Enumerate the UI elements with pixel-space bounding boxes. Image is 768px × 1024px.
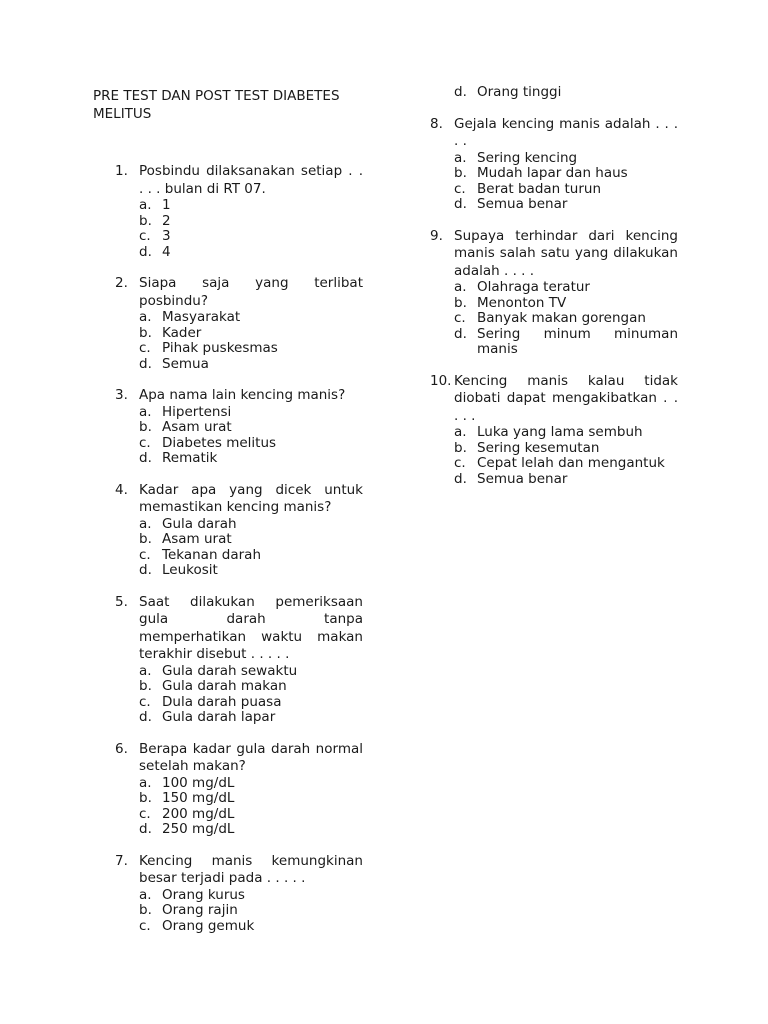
left-column [115, 163, 363, 949]
option-letter: a. [139, 309, 152, 325]
option-item [454, 151, 678, 167]
option-letter: d. [139, 562, 152, 578]
document-title: PRE TEST DAN POST TEST DIABETES MELITUS [93, 88, 340, 122]
option-item [139, 229, 363, 245]
option-item [139, 451, 363, 467]
option-letter: a. [454, 279, 467, 295]
option-text: Semua benar [477, 196, 568, 212]
question-block [430, 228, 678, 358]
option-text: Mudah lapar dan haus [477, 165, 628, 181]
option-letter: b. [139, 212, 152, 229]
option-letter: a. [454, 424, 467, 440]
option-text: Hipertensi [162, 403, 232, 420]
question-number: 7. [115, 852, 128, 869]
option-item [139, 695, 363, 711]
question-block [430, 373, 678, 488]
option-letter: c. [139, 434, 151, 451]
option-list [454, 151, 678, 213]
question-number: 3. [115, 387, 128, 403]
option-letter: b. [454, 294, 467, 311]
option-letter: a. [139, 515, 152, 532]
option-item [454, 425, 678, 441]
option-text: Semua [162, 355, 209, 372]
option-text: 4 [162, 243, 171, 260]
right-question-list [430, 116, 678, 488]
option-list [139, 888, 363, 935]
option-text: Asam urat [162, 419, 232, 435]
option-text: Banyak makan gorengan [477, 310, 646, 326]
option-letter: b. [139, 531, 152, 547]
option-item [454, 166, 678, 182]
question-text: Kadar apa yang dicek untuk memastikan kencing manis? [139, 481, 363, 515]
question [115, 482, 363, 517]
option-letter: d. [139, 821, 152, 837]
option-item [454, 472, 678, 488]
option-list [139, 664, 363, 726]
option-letter: b. [454, 439, 467, 456]
question [115, 594, 363, 664]
option-item [139, 245, 363, 261]
question-number: 6. [115, 740, 128, 757]
option-text: 200 mg/dL [162, 805, 235, 822]
option-item [139, 326, 363, 342]
question-text: Apa nama lain kencing manis? [139, 387, 346, 403]
option-letter: d. [139, 709, 152, 725]
option-letter: c. [454, 180, 466, 197]
question-block [115, 594, 363, 726]
question-number: 4. [115, 481, 128, 498]
option-text: Berat badan turun [477, 180, 602, 197]
option-text: Orang gemuk [162, 917, 255, 934]
option-text: Orang tinggi [477, 84, 562, 100]
option-item [454, 197, 678, 213]
option-item [139, 420, 363, 436]
option-item [454, 441, 678, 457]
option-list [139, 517, 363, 579]
option-letter: c. [139, 917, 151, 934]
question [115, 741, 363, 776]
option-letter: c. [139, 805, 151, 822]
question-number: 8. [430, 115, 443, 132]
option-item [454, 296, 678, 312]
option-text: Menonton TV [477, 294, 567, 311]
option-letter: d. [139, 355, 152, 372]
question [115, 275, 363, 310]
question-text: Berapa kadar gula darah normal setelah makan? [139, 740, 363, 774]
option-item [454, 456, 678, 472]
option-letter: a. [139, 403, 152, 420]
question [115, 163, 363, 198]
question [115, 853, 363, 888]
question-number: 1. [115, 163, 128, 179]
option-item [139, 822, 363, 838]
option-letter: c. [139, 228, 151, 244]
option-letter: d. [454, 325, 467, 342]
option-letter: a. [139, 886, 152, 903]
option-letter: c. [139, 340, 151, 356]
option-item [139, 548, 363, 564]
option-text: Sering kesemutan [477, 439, 600, 456]
option-letter: d. [139, 450, 152, 466]
option-letter: b. [454, 165, 467, 181]
option-letter: a. [139, 662, 152, 679]
option-text: Olahraga teratur [477, 279, 590, 295]
option-letter: a. [139, 197, 152, 213]
right-column [430, 85, 678, 502]
option-item [139, 679, 363, 695]
question [115, 387, 363, 405]
option-item [454, 85, 678, 101]
question [430, 373, 678, 426]
option-text: Masyarakat [162, 309, 241, 325]
option-text: Rematik [162, 450, 218, 466]
option-text: Asam urat [162, 531, 232, 547]
option-text: 150 mg/dL [162, 790, 235, 806]
option-text: Diabetes melitus [162, 434, 277, 451]
option-letter: c. [139, 693, 151, 710]
option-text: Luka yang lama sembuh [477, 424, 643, 440]
option-letter: d. [454, 196, 467, 212]
option-item [139, 776, 363, 792]
option-text: Orang rajin [162, 902, 238, 918]
option-item [139, 710, 363, 726]
option-text: Cepat lelah dan mengantuk [477, 455, 665, 471]
option-text: 3 [162, 228, 171, 244]
option-list [139, 310, 363, 372]
option-text: Gula darah [162, 515, 237, 532]
option-item [454, 182, 678, 198]
option-item [139, 198, 363, 214]
question-number: 5. [115, 593, 128, 610]
question-text: Siapa saja yang terlibat posbindu? [139, 275, 363, 309]
question-block [115, 741, 363, 838]
option-list [454, 280, 678, 358]
option-letter: b. [139, 324, 152, 341]
option-item [139, 903, 363, 919]
option-item [139, 341, 363, 357]
option-list [454, 425, 678, 487]
option-letter: a. [454, 149, 467, 166]
option-letter: d. [454, 470, 467, 487]
option-text: Gula darah sewaktu [162, 662, 298, 679]
option-text: Leukosit [162, 562, 218, 578]
option-letter: b. [139, 790, 152, 806]
option-letter: c. [139, 546, 151, 563]
question-block [115, 275, 363, 372]
option-text: Gula darah lapar [162, 709, 276, 725]
option-text: 250 mg/dL [162, 821, 235, 837]
option-item [139, 436, 363, 452]
question-text: Kencing manis kemungkinan besar terjadi pada . . . . . [139, 852, 363, 886]
option-item [454, 280, 678, 296]
option-letter: d. [454, 84, 467, 100]
option-list [139, 405, 363, 467]
option-letter: b. [139, 678, 152, 694]
question-number: 10. [430, 372, 452, 389]
option-item [139, 310, 363, 326]
question-number: 9. [430, 227, 443, 244]
option-text: 1 [162, 197, 171, 213]
option-text: Dula darah puasa [162, 693, 282, 710]
option-text: 100 mg/dL [162, 774, 235, 791]
option-item [139, 888, 363, 904]
option-letter: c. [454, 455, 466, 471]
question-text: Saat dilakukan pemeriksaan gula darah tanpa memperhatikan waktu makan terakhir disebut . . . . . [139, 593, 363, 662]
question-block [430, 116, 678, 213]
question-block [115, 387, 363, 467]
question-text: Kencing manis kalau tidak diobati dapat mengakibatkan . . . . . [454, 372, 678, 424]
option-text: Sering minum minuman manis [477, 325, 678, 357]
question-text: Supaya terhindar dari kencing manis salah satu yang dilakukan adalah . . . . [454, 227, 678, 279]
question-text: Posbindu dilaksanakan setiap . . . . . bulan di RT 07. [139, 163, 363, 197]
option-letter: b. [139, 419, 152, 435]
option-item [139, 664, 363, 680]
option-item [139, 919, 363, 935]
option-text: Kader [162, 324, 202, 341]
option-item [139, 807, 363, 823]
option-item [139, 791, 363, 807]
option-item [139, 517, 363, 533]
question [430, 116, 678, 151]
option-letter: b. [139, 902, 152, 918]
option-item [139, 405, 363, 421]
option-text: Orang kurus [162, 886, 245, 903]
option-text: Tekanan darah [162, 546, 262, 563]
option-text: 2 [162, 212, 171, 229]
option-item [139, 563, 363, 579]
option-text: Pihak puskesmas [162, 340, 278, 356]
option-item [139, 532, 363, 548]
question-block [115, 163, 363, 260]
continued-options [454, 85, 678, 101]
option-text: Gula darah makan [162, 678, 287, 694]
option-item [139, 357, 363, 373]
option-text: Semua benar [477, 470, 568, 487]
option-letter: d. [139, 243, 152, 260]
question-number: 2. [115, 275, 128, 291]
question-text: Gejala kencing manis adalah . . . . . [454, 115, 678, 149]
option-letter: a. [139, 774, 152, 791]
question [430, 228, 678, 281]
option-list [139, 776, 363, 838]
question-block [115, 482, 363, 579]
option-item [454, 327, 678, 358]
option-letter: c. [454, 310, 466, 326]
option-text: Sering kencing [477, 149, 578, 166]
question-block [115, 853, 363, 935]
option-list [139, 198, 363, 260]
option-item [454, 311, 678, 327]
option-item [139, 214, 363, 230]
